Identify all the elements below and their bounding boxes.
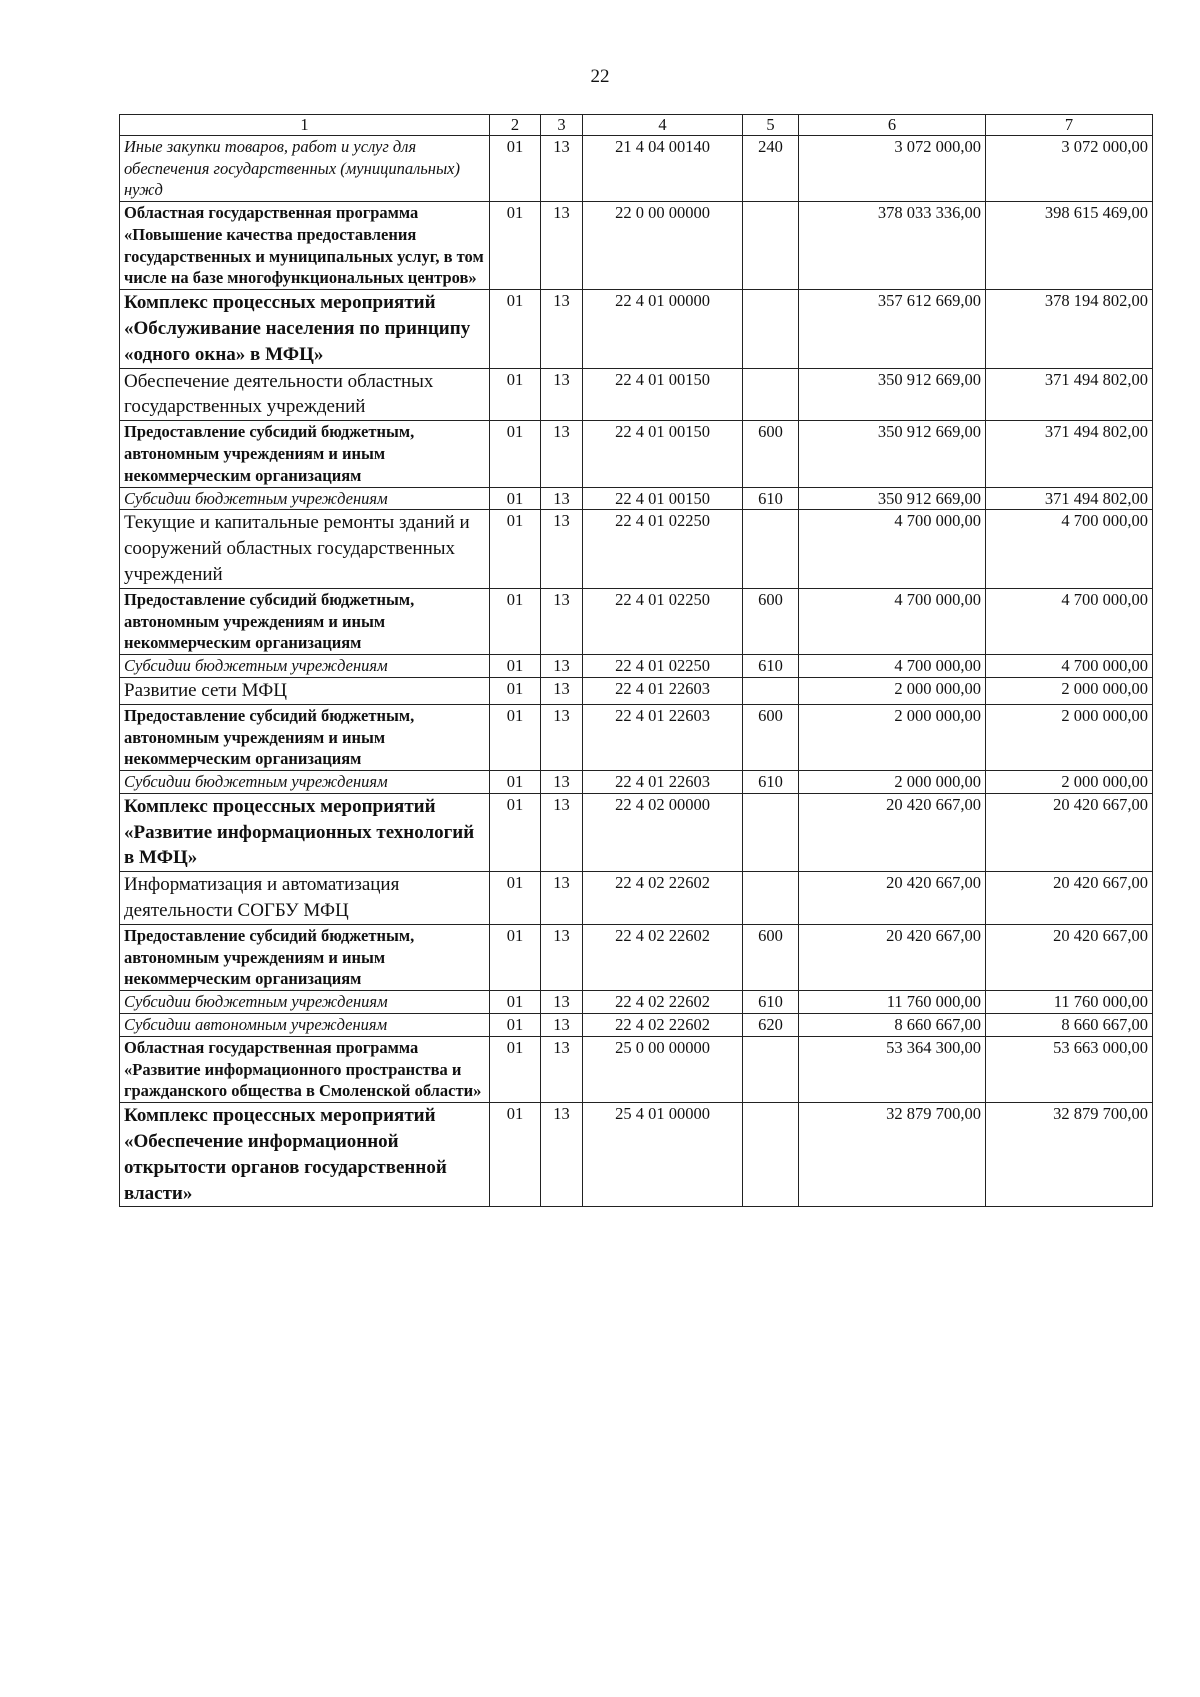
row-section: 01 [490, 368, 541, 421]
row-name: Областная государственная программа «Развитие информационного пространства и гражданского общества в Смоленской области» [120, 1036, 490, 1102]
row-amount-year-1: 8 660 667,00 [799, 1014, 986, 1037]
table-row [120, 510, 1153, 588]
row-target-code: 22 4 01 00150 [583, 368, 743, 421]
row-subsection: 13 [541, 487, 583, 510]
table-header-row [120, 115, 1153, 136]
table-row [120, 793, 1153, 871]
row-subsection: 13 [541, 421, 583, 487]
row-subsection: 13 [541, 588, 583, 654]
table-row [120, 588, 1153, 654]
row-name: Комплекс процессных мероприятий «Развитие информационных технологий в МФЦ» [120, 793, 490, 871]
row-expense-type: 610 [743, 487, 799, 510]
table-row [120, 135, 1153, 201]
row-name: Информатизация и автоматизация деятельности СОГБУ МФЦ [120, 872, 490, 925]
table-row [120, 1014, 1153, 1037]
row-section: 01 [490, 202, 541, 290]
table-row [120, 677, 1153, 704]
row-amount-year-1: 357 612 669,00 [799, 290, 986, 368]
row-subsection: 13 [541, 677, 583, 704]
row-amount-year-1: 20 420 667,00 [799, 793, 986, 871]
row-amount-year-2: 32 879 700,00 [986, 1103, 1153, 1207]
row-target-code: 22 4 01 22603 [583, 704, 743, 770]
row-amount-year-1: 2 000 000,00 [799, 771, 986, 794]
row-name: Субсидии бюджетным учреждениям [120, 655, 490, 678]
row-subsection: 13 [541, 202, 583, 290]
row-section: 01 [490, 1103, 541, 1207]
row-amount-year-1: 20 420 667,00 [799, 872, 986, 925]
row-target-code: 22 4 01 02250 [583, 655, 743, 678]
row-expense-type: 610 [743, 655, 799, 678]
table-row [120, 704, 1153, 770]
header-col-5: 5 [743, 115, 799, 136]
row-amount-year-1: 4 700 000,00 [799, 510, 986, 588]
row-expense-type: 620 [743, 1014, 799, 1037]
row-amount-year-2: 20 420 667,00 [986, 924, 1153, 990]
table-row [120, 202, 1153, 290]
row-expense-type [743, 510, 799, 588]
row-name: Субсидии бюджетным учреждениям [120, 771, 490, 794]
row-expense-type: 610 [743, 771, 799, 794]
row-name: Субсидии бюджетным учреждениям [120, 487, 490, 510]
row-name: Субсидии бюджетным учреждениям [120, 991, 490, 1014]
row-name: Предоставление субсидий бюджетным, автономным учреждениям и иным некоммерческим организациям [120, 588, 490, 654]
row-amount-year-2: 371 494 802,00 [986, 487, 1153, 510]
row-subsection: 13 [541, 655, 583, 678]
row-amount-year-2: 4 700 000,00 [986, 588, 1153, 654]
row-amount-year-2: 398 615 469,00 [986, 202, 1153, 290]
row-target-code: 22 4 01 00000 [583, 290, 743, 368]
row-expense-type [743, 677, 799, 704]
header-col-7: 7 [986, 115, 1153, 136]
table-row [120, 487, 1153, 510]
row-subsection: 13 [541, 135, 583, 201]
row-expense-type [743, 368, 799, 421]
table-row [120, 1036, 1153, 1102]
row-amount-year-1: 350 912 669,00 [799, 421, 986, 487]
row-section: 01 [490, 487, 541, 510]
row-target-code: 21 4 04 00140 [583, 135, 743, 201]
row-target-code: 22 4 01 00150 [583, 487, 743, 510]
row-target-code: 22 0 00 00000 [583, 202, 743, 290]
row-expense-type: 610 [743, 991, 799, 1014]
budget-table [119, 114, 1153, 1207]
row-section: 01 [490, 793, 541, 871]
row-amount-year-2: 4 700 000,00 [986, 655, 1153, 678]
row-target-code: 22 4 02 22602 [583, 991, 743, 1014]
row-amount-year-2: 20 420 667,00 [986, 793, 1153, 871]
row-section: 01 [490, 771, 541, 794]
row-section: 01 [490, 872, 541, 925]
table-row [120, 421, 1153, 487]
row-subsection: 13 [541, 1103, 583, 1207]
row-target-code: 25 4 01 00000 [583, 1103, 743, 1207]
row-section: 01 [490, 290, 541, 368]
row-subsection: 13 [541, 793, 583, 871]
row-subsection: 13 [541, 924, 583, 990]
row-expense-type: 240 [743, 135, 799, 201]
row-expense-type [743, 872, 799, 925]
row-amount-year-1: 378 033 336,00 [799, 202, 986, 290]
row-subsection: 13 [541, 1036, 583, 1102]
row-section: 01 [490, 677, 541, 704]
row-amount-year-2: 3 072 000,00 [986, 135, 1153, 201]
row-name: Предоставление субсидий бюджетным, автономным учреждениям и иным некоммерческим организациям [120, 924, 490, 990]
row-subsection: 13 [541, 368, 583, 421]
row-name: Обеспечение деятельности областных государственных учреждений [120, 368, 490, 421]
row-expense-type [743, 202, 799, 290]
row-section: 01 [490, 704, 541, 770]
row-amount-year-2: 20 420 667,00 [986, 872, 1153, 925]
header-col-1: 1 [120, 115, 490, 136]
row-subsection: 13 [541, 290, 583, 368]
row-expense-type: 600 [743, 924, 799, 990]
row-amount-year-1: 350 912 669,00 [799, 368, 986, 421]
row-target-code: 22 4 02 22602 [583, 872, 743, 925]
header-col-3: 3 [541, 115, 583, 136]
row-amount-year-2: 8 660 667,00 [986, 1014, 1153, 1037]
table-row [120, 368, 1153, 421]
row-name: Комплекс процессных мероприятий «Обслуживание населения по принципу «одного окна» в МФЦ» [120, 290, 490, 368]
row-subsection: 13 [541, 872, 583, 925]
row-name: Комплекс процессных мероприятий «Обеспечение информационной открытости органов государственной власти» [120, 1103, 490, 1207]
row-amount-year-1: 4 700 000,00 [799, 588, 986, 654]
row-target-code: 22 4 01 00150 [583, 421, 743, 487]
row-name: Текущие и капитальные ремонты зданий и сооружений областных государственных учреждений [120, 510, 490, 588]
row-amount-year-1: 20 420 667,00 [799, 924, 986, 990]
row-expense-type: 600 [743, 588, 799, 654]
row-amount-year-1: 2 000 000,00 [799, 677, 986, 704]
header-col-4: 4 [583, 115, 743, 136]
header-col-6: 6 [799, 115, 986, 136]
row-section: 01 [490, 991, 541, 1014]
row-expense-type: 600 [743, 421, 799, 487]
row-target-code: 25 0 00 00000 [583, 1036, 743, 1102]
row-amount-year-2: 2 000 000,00 [986, 704, 1153, 770]
row-expense-type [743, 793, 799, 871]
row-amount-year-2: 2 000 000,00 [986, 677, 1153, 704]
row-amount-year-2: 378 194 802,00 [986, 290, 1153, 368]
row-target-code: 22 4 01 22603 [583, 771, 743, 794]
row-target-code: 22 4 01 02250 [583, 588, 743, 654]
row-amount-year-2: 2 000 000,00 [986, 771, 1153, 794]
row-amount-year-2: 371 494 802,00 [986, 421, 1153, 487]
table-row [120, 924, 1153, 990]
row-name: Развитие сети МФЦ [120, 677, 490, 704]
row-expense-type [743, 1103, 799, 1207]
row-amount-year-2: 4 700 000,00 [986, 510, 1153, 588]
row-amount-year-1: 4 700 000,00 [799, 655, 986, 678]
table-row [120, 290, 1153, 368]
row-target-code: 22 4 01 22603 [583, 677, 743, 704]
row-expense-type [743, 290, 799, 368]
row-section: 01 [490, 1036, 541, 1102]
row-amount-year-1: 3 072 000,00 [799, 135, 986, 201]
row-amount-year-1: 2 000 000,00 [799, 704, 986, 770]
table-body [120, 135, 1153, 1207]
row-target-code: 22 4 02 22602 [583, 924, 743, 990]
table-row [120, 655, 1153, 678]
header-col-2: 2 [490, 115, 541, 136]
table-row [120, 991, 1153, 1014]
row-target-code: 22 4 01 02250 [583, 510, 743, 588]
row-name: Предоставление субсидий бюджетным, автономным учреждениям и иным некоммерческим организациям [120, 421, 490, 487]
table-row [120, 872, 1153, 925]
row-section: 01 [490, 655, 541, 678]
table-row [120, 1103, 1153, 1207]
row-name: Иные закупки товаров, работ и услуг для обеспечения государственных (муниципальных) нужд [120, 135, 490, 201]
row-target-code: 22 4 02 00000 [583, 793, 743, 871]
row-amount-year-2: 11 760 000,00 [986, 991, 1153, 1014]
row-section: 01 [490, 924, 541, 990]
row-amount-year-1: 53 364 300,00 [799, 1036, 986, 1102]
row-section: 01 [490, 135, 541, 201]
row-amount-year-1: 350 912 669,00 [799, 487, 986, 510]
row-amount-year-1: 32 879 700,00 [799, 1103, 986, 1207]
row-expense-type [743, 1036, 799, 1102]
row-name: Предоставление субсидий бюджетным, автономным учреждениям и иным некоммерческим организациям [120, 704, 490, 770]
row-target-code: 22 4 02 22602 [583, 1014, 743, 1037]
row-expense-type: 600 [743, 704, 799, 770]
row-name: Субсидии автономным учреждениям [120, 1014, 490, 1037]
row-name: Областная государственная программа «Повышение качества предоставления государственных и муниципальных услуг, в том числе на базе многофункциональных центров» [120, 202, 490, 290]
row-amount-year-1: 11 760 000,00 [799, 991, 986, 1014]
row-section: 01 [490, 510, 541, 588]
row-amount-year-2: 53 663 000,00 [986, 1036, 1153, 1102]
row-subsection: 13 [541, 510, 583, 588]
row-subsection: 13 [541, 1014, 583, 1037]
table-row [120, 771, 1153, 794]
row-subsection: 13 [541, 704, 583, 770]
page-number: 22 [590, 66, 610, 87]
row-section: 01 [490, 588, 541, 654]
row-section: 01 [490, 421, 541, 487]
row-section: 01 [490, 1014, 541, 1037]
row-subsection: 13 [541, 991, 583, 1014]
row-subsection: 13 [541, 771, 583, 794]
row-amount-year-2: 371 494 802,00 [986, 368, 1153, 421]
